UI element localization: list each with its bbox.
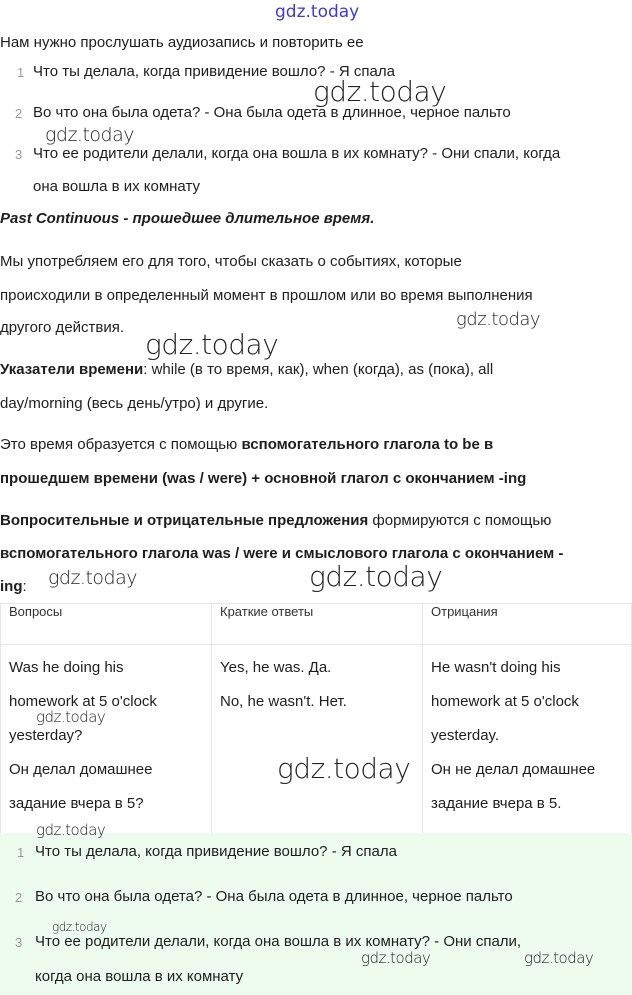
formation-plain: Это время образуется с помощью <box>0 436 242 453</box>
list-number: 3 <box>15 935 23 950</box>
questions-text <box>0 512 551 529</box>
cell-line: Он делал домашнее <box>9 761 153 778</box>
cell-line: homework at 5 o'clock <box>431 693 579 710</box>
formation-text <box>0 436 493 453</box>
paragraph-line: другого действия. <box>0 319 125 336</box>
list-item: Что ты делала, когда привидение вошло? - Я спала <box>35 843 397 860</box>
questions-bold: Вопросительные и отрицательные предложения <box>0 512 369 529</box>
list-number: 2 <box>15 890 23 905</box>
cell-line: yesterday? <box>9 727 83 744</box>
formation-bold: вспомогательного глагола to be в <box>241 436 494 453</box>
table-cell-short-answers <box>212 645 423 842</box>
watermark: gdz.today <box>524 949 594 967</box>
watermark: gdz.today <box>361 949 431 967</box>
cell-line: задание вчера в 5. <box>431 795 562 812</box>
watermark: gdz.today <box>48 567 137 589</box>
table-header: Вопросы <box>1 604 212 645</box>
cell-line: Он не делал домашнее <box>431 761 596 778</box>
questions-end <box>0 578 27 595</box>
markers-label: Указатели времени <box>0 361 144 378</box>
table-cell-questions <box>1 645 212 842</box>
cell-line: задание вчера в 5? <box>9 795 144 812</box>
list-item: Во что она была одета? - Она была одета в длинное, черное пальто <box>33 104 511 121</box>
watermark: gdz.today <box>309 560 443 593</box>
cell-line: Was he doing his <box>9 659 124 676</box>
questions-bold-cont: вспомогательного глагола was / were и смыслового глагола с окончанием - <box>0 545 564 562</box>
markers-text: : while (в то время, как), when (когда), as (пока), all <box>143 361 494 378</box>
questions-plain: формируются с помощью <box>368 512 552 529</box>
watermark: gdz.today <box>36 708 106 726</box>
watermark: gdz.today <box>313 75 447 108</box>
watermark: gdz.today <box>36 821 106 839</box>
watermark: gdz.today <box>277 752 411 785</box>
questions-bold-end: ing <box>0 578 23 595</box>
list-number: 1 <box>17 845 25 860</box>
list-number: 1 <box>17 65 25 80</box>
watermark: gdz.today <box>52 920 107 934</box>
table-header: Отрицания <box>423 604 632 645</box>
list-item: Во что она была одета? - Она была одета в длинное, черное пальто <box>35 888 513 905</box>
list-item-cont: когда она вошла в их комнату <box>35 968 244 985</box>
table-cell-negations <box>423 645 632 842</box>
time-markers-cont: day/morning (весь день/утро) и другие. <box>0 395 269 412</box>
formation-bold-cont: прошедшем времени (was / were) + основной глагол с окончанием -ing <box>0 470 527 487</box>
watermark: gdz.today <box>145 328 279 361</box>
cell-line: No, he wasn't. Нет. <box>220 693 347 710</box>
questions-tail: : <box>22 578 27 595</box>
watermark: gdz.today <box>45 124 134 146</box>
cell-line: yesterday. <box>431 727 500 744</box>
cell-line: homework at 5 o'clock <box>9 693 157 710</box>
table-header: Краткие ответы <box>212 604 423 645</box>
list-number: 3 <box>15 147 23 162</box>
cell-line: He wasn't doing his <box>431 659 561 676</box>
cell-line: Yes, he was. Да. <box>220 659 332 676</box>
paragraph-line: происходили в определенный момент в прошлом или во время выполнения <box>0 287 533 304</box>
watermark: gdz.today <box>456 309 541 330</box>
table-row <box>1 645 632 842</box>
list-item: Что ее родители делали, когда она вошла в их комнату? - Они спали, <box>35 933 522 950</box>
time-markers <box>0 361 493 378</box>
list-item: Что ее родители делали, когда она вошла в их комнату? - Они спали, когда <box>33 145 561 162</box>
intro-text: Нам нужно прослушать аудиозапись и повторить ее <box>0 34 364 51</box>
section-heading: Past Continuous - прошедшее длительное время. <box>0 210 375 227</box>
list-number: 2 <box>15 106 23 121</box>
list-item-cont: она вошла в их комнату <box>33 178 200 195</box>
paragraph-line: Мы употребляем его для того, чтобы сказать о событиях, которые <box>0 253 462 270</box>
site-logo: gdz.today <box>275 2 360 22</box>
list-item: Что ты делала, когда привидение вошло? - Я спала <box>33 63 395 80</box>
